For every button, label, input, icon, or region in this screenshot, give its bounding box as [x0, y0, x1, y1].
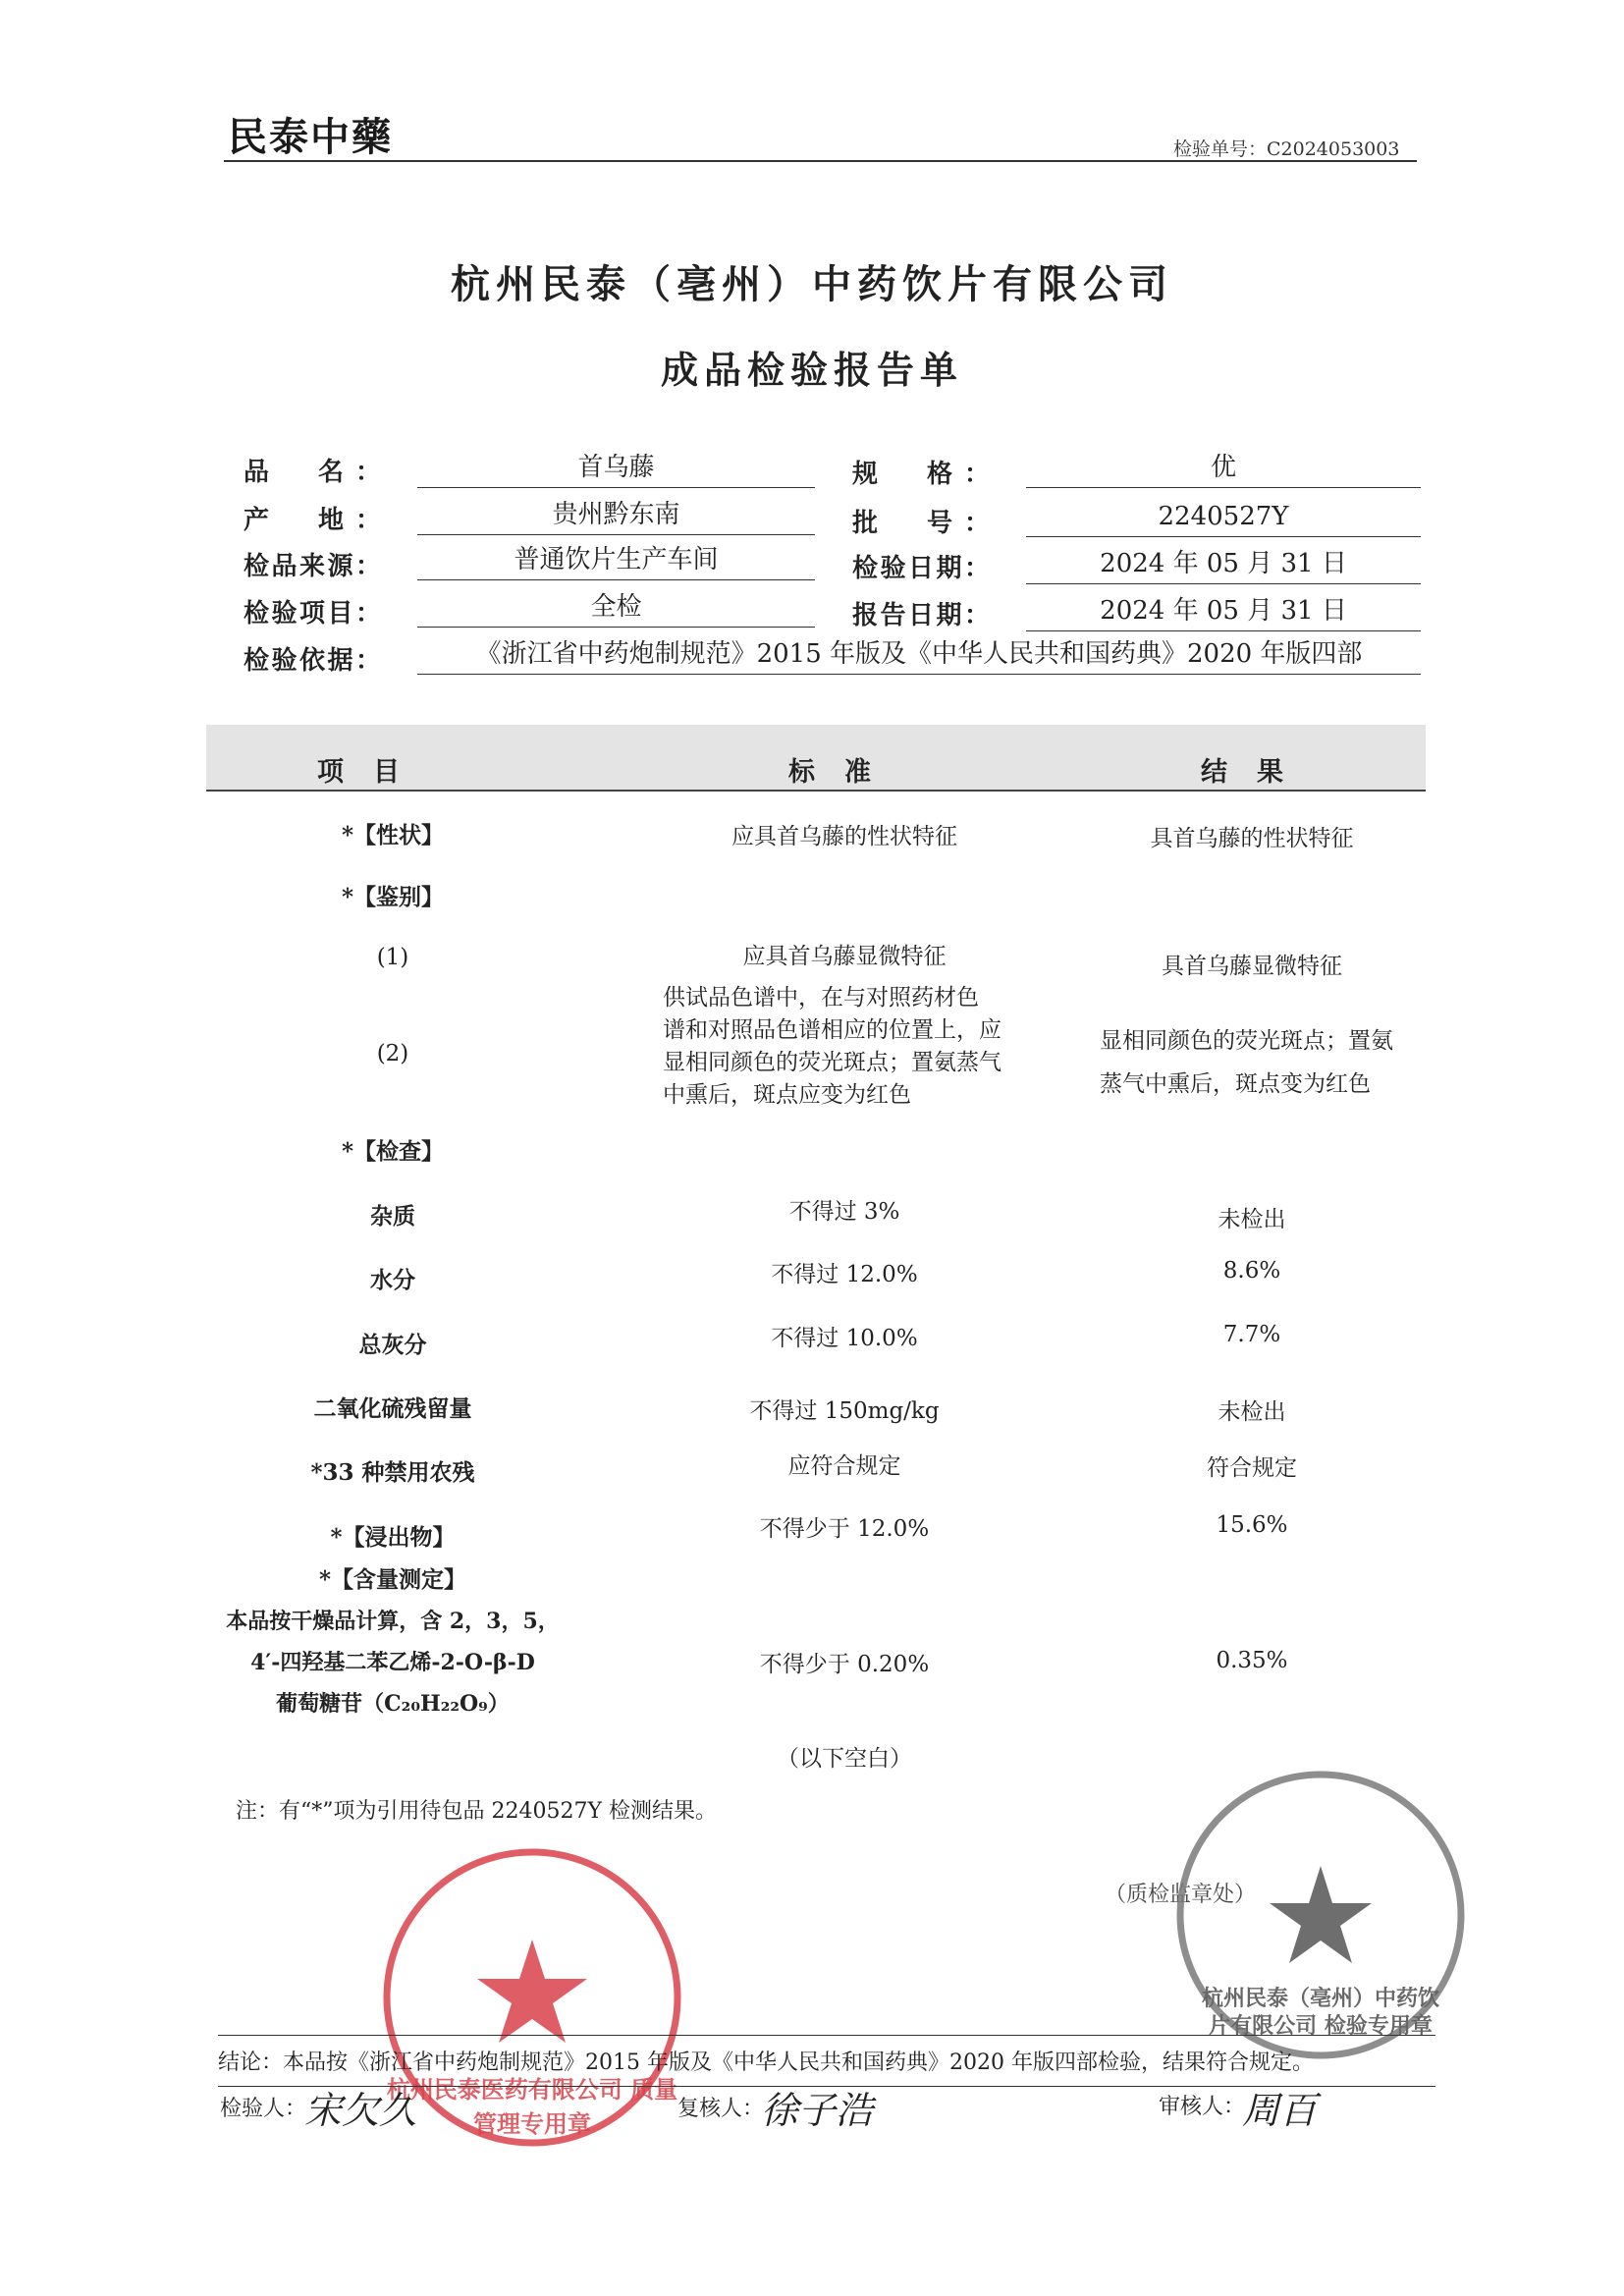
row-result-zazhi: 未检出	[1218, 1207, 1286, 1232]
document-number: 检验单号：C2024053003	[1173, 138, 1400, 160]
test-date-label: 检验日期：	[852, 554, 990, 583]
row-result-nongyao: 符合规定	[1207, 1455, 1297, 1481]
batch-value: 2240527Y	[1026, 499, 1421, 537]
reviewer-label: 复核人：	[677, 2097, 765, 2121]
auditor-label: 审核人：	[1159, 2095, 1246, 2119]
row-item-jinchu: *【浸出物】	[330, 1524, 456, 1551]
row-result-so2: 未检出	[1218, 1399, 1286, 1425]
company-logo: 民泰中藥	[228, 114, 393, 160]
basis-label: 检验依据：	[244, 646, 381, 676]
row-result-xingzhuang: 具首乌藤的性状特征	[1150, 826, 1354, 851]
header-divider	[224, 160, 1417, 162]
red-company-stamp	[381, 1846, 683, 2149]
spec-label: 规 格：	[852, 460, 990, 489]
row-item-jiancha: *【检查】	[341, 1138, 445, 1165]
result-line: 蒸气中熏后，斑点变为红色	[1100, 1071, 1371, 1097]
row-standard-jianbie-2	[648, 982, 1056, 1112]
blank-note: （以下空白）	[777, 1746, 912, 1772]
row-standard-nongyao: 应符合规定	[787, 1453, 901, 1479]
row-result-jianbie-2	[1100, 1019, 1434, 1106]
source-value: 普通饮片生产车间	[417, 542, 815, 580]
row-standard-zazhi: 不得过 3%	[788, 1199, 900, 1225]
gray-inspection-stamp	[1173, 1768, 1468, 2062]
item-value: 全检	[417, 589, 815, 628]
standard-line: 显相同颜色的荧光斑点；置氨蒸气	[663, 1050, 1001, 1075]
report-date-value: 2024 年 05 月 31 日	[1026, 593, 1421, 631]
standard-line: 供试品色谱中，在与对照药材色	[663, 985, 979, 1011]
content-item-line: 葡萄糖苷（C₂₀H₂₂O₉）	[276, 1691, 510, 1717]
result-line: 显相同颜色的荧光斑点；置氨	[1100, 1028, 1393, 1054]
row-item-xingzhuang: *【性状】	[341, 822, 445, 848]
row-item-jianbie: *【鉴别】	[341, 884, 445, 910]
origin-label: 产 地：	[244, 506, 381, 535]
row-item-shuifen: 水分	[370, 1267, 415, 1293]
row-item-zazhi: 杂质	[370, 1203, 415, 1230]
row-standard-huifen: 不得过 10.0%	[771, 1326, 918, 1351]
row-standard-jinchu: 不得少于 12.0%	[759, 1516, 930, 1542]
batch-label: 批 号：	[852, 509, 990, 538]
item-label: 检验项目：	[244, 599, 381, 629]
row-item-hanliang: *【含量测定】	[318, 1566, 467, 1593]
row-item-huifen: 总灰分	[358, 1332, 427, 1358]
row-item-jianbie-1: (1)	[376, 945, 409, 970]
company-name: 杭州民泰（亳州）中药饮片有限公司	[451, 261, 1173, 307]
row-standard-shuifen: 不得过 12.0%	[771, 1262, 918, 1287]
red-stamp-text: 杭州民泰医药有限公司 质量管理专用章	[386, 2076, 678, 2138]
col-header-item: 项目	[317, 757, 429, 788]
footnote: 注：有“*”项为引用待包品 2240527Y 检测结果。	[236, 1799, 717, 1824]
row-standard-xingzhuang: 应具首乌藤的性状特征	[731, 824, 957, 849]
col-header-standard: 标准	[788, 757, 900, 788]
origin-value: 贵州黔东南	[417, 497, 815, 535]
standard-line: 谱和对照品色谱相应的位置上，应	[663, 1017, 1001, 1043]
stamp-office-label: （质检监章处）	[1105, 1883, 1257, 1907]
row-result-huifen: 7.7%	[1222, 1322, 1281, 1347]
row-result-jinchu: 15.6%	[1216, 1512, 1288, 1538]
row-item-nongyao: *33 种禁用农残	[310, 1459, 475, 1486]
report-date-label: 报告日期：	[852, 601, 990, 630]
inspector-signature: 宋欠久	[304, 2089, 417, 2132]
col-header-result: 结果	[1201, 757, 1313, 788]
auditor-signature: 周百	[1242, 2089, 1318, 2132]
name-label: 品 名：	[244, 458, 381, 487]
conclusion-text: 结论：本品按《浙江省中药炮制规范》2015 年版及《中华人民共和国药典》2020 年版四部检验，结果符合规定。	[218, 2050, 1314, 2075]
basis-value: 《浙江省中药炮制规范》2015 年版及《中华人民共和国药典》2020 年版四部	[417, 636, 1421, 675]
content-item-line: 本品按干燥品计算，含 2，3，5，	[226, 1609, 560, 1634]
inspector-label: 检验人：	[220, 2097, 307, 2121]
row-standard-content: 不得少于 0.20%	[759, 1652, 930, 1677]
row-result-shuifen: 8.6%	[1222, 1258, 1281, 1284]
row-result-jianbie-1: 具首乌藤显微特征	[1162, 954, 1342, 979]
row-item-content	[206, 1601, 579, 1724]
row-item-jianbie-2: (2)	[376, 1041, 409, 1066]
spec-value: 优	[1026, 450, 1421, 488]
row-standard-so2: 不得过 150mg/kg	[749, 1398, 940, 1424]
gray-stamp-text: 杭州民泰（亳州）中药饮片有限公司 检验专用章	[1201, 1987, 1439, 2039]
name-value: 首乌藤	[417, 450, 815, 488]
row-item-so2: 二氧化硫残留量	[313, 1395, 472, 1422]
standard-line: 中熏后，斑点应变为红色	[663, 1082, 911, 1108]
row-standard-jianbie-1: 应具首乌藤显微特征	[742, 944, 947, 969]
source-label: 检品来源：	[244, 552, 381, 581]
row-result-content: 0.35%	[1216, 1648, 1288, 1673]
content-item-line: 4′-四羟基二苯乙烯-2-O-β-D	[250, 1650, 535, 1675]
report-title: 成品检验报告单	[660, 348, 963, 392]
reviewer-signature: 徐子浩	[761, 2089, 874, 2132]
test-date-value: 2024 年 05 月 31 日	[1026, 546, 1421, 584]
